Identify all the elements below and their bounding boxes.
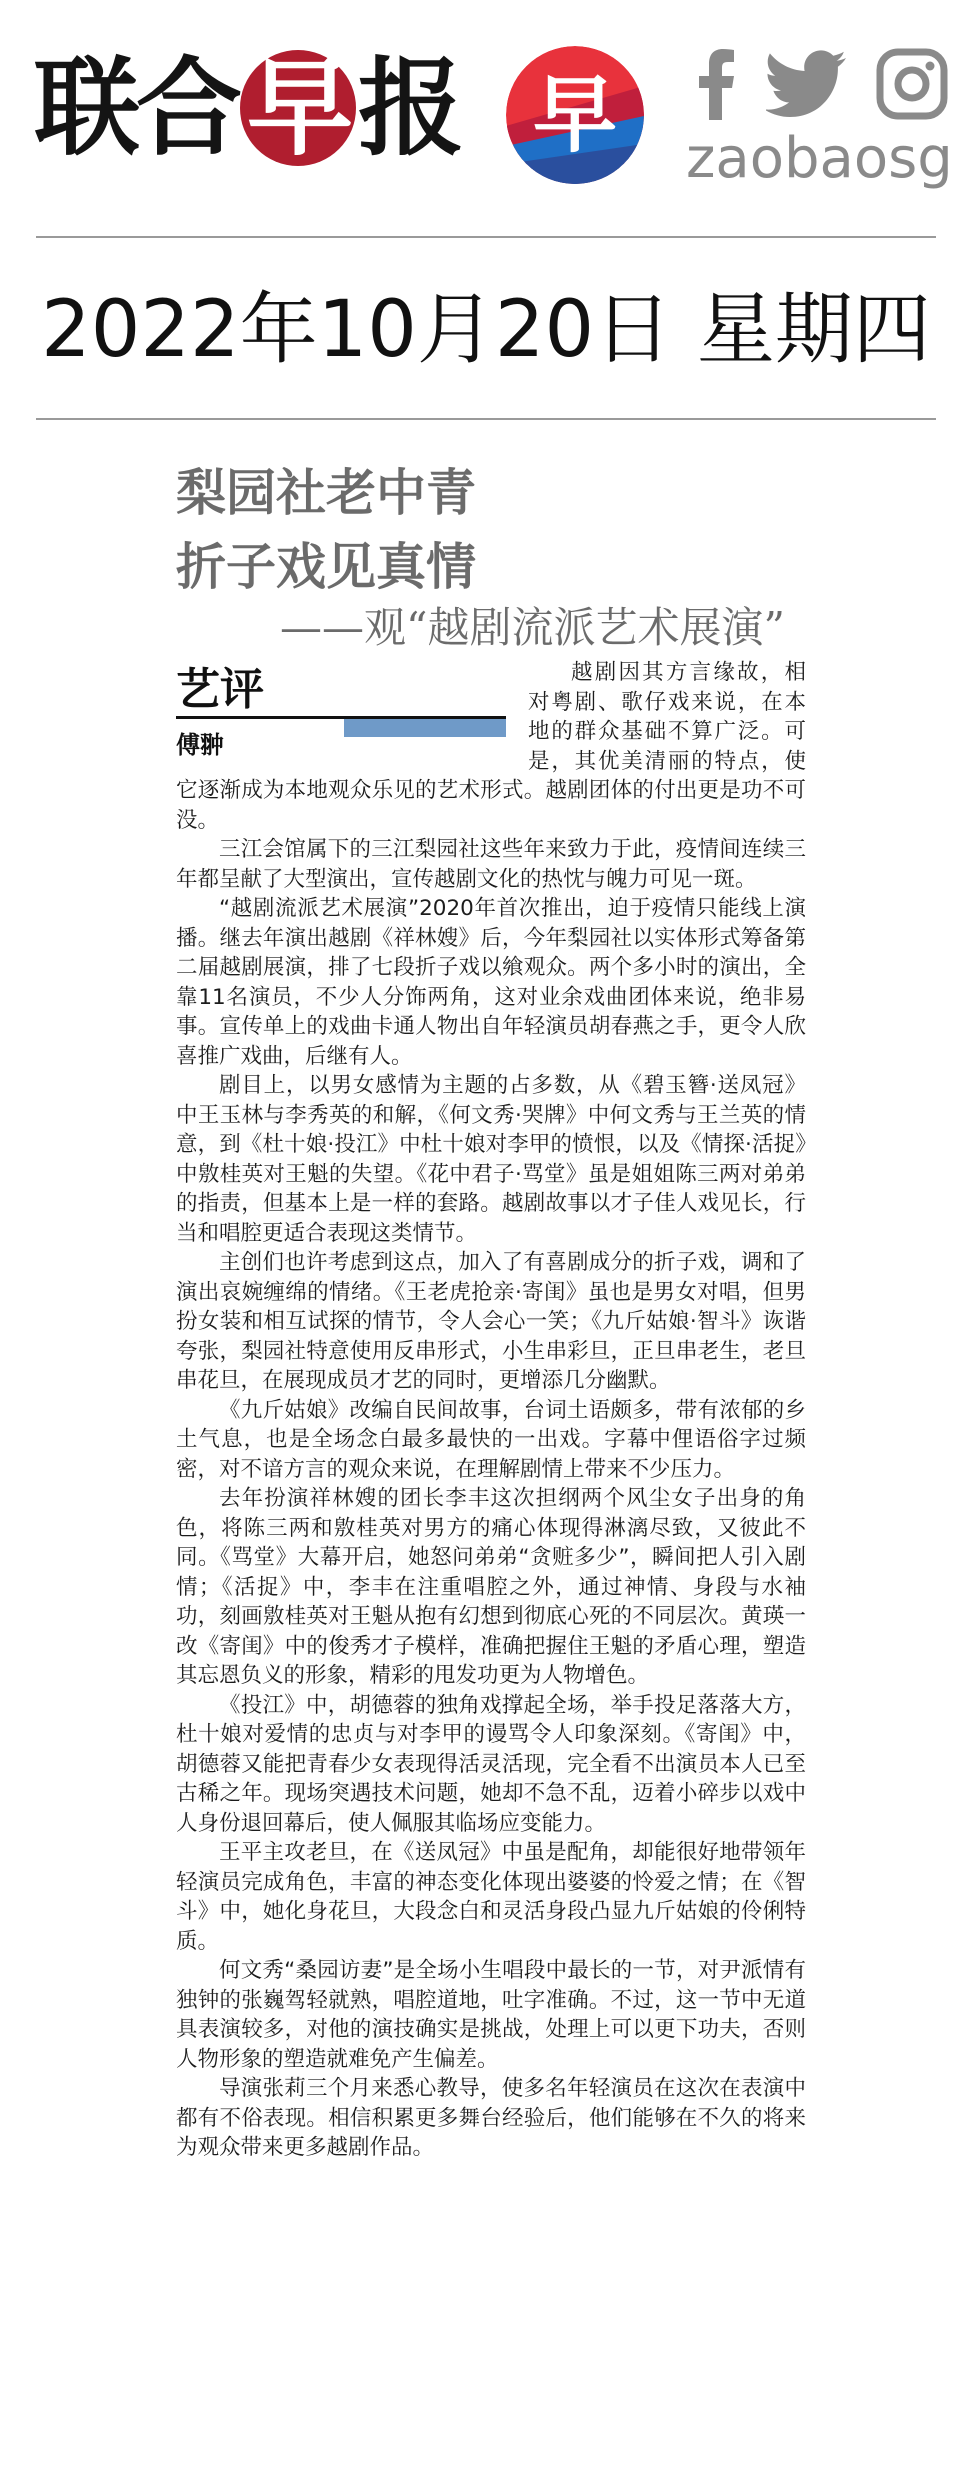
facebook-icon[interactable]: [696, 48, 736, 120]
paragraph: 导演张莉三个月来悉心教导，使多名年轻演员在这次在表演中都有不俗表现。相信积累更多舞台经验后，他们能够在不久的将来为观众带来更多越剧作品。: [176, 2076, 806, 2160]
date-divider: [36, 418, 936, 420]
paragraph: 主创们也许考虑到这点，加入了有喜剧成分的折子戏，调和了演出哀婉缠绵的情绪。《王老虎抢亲·寄闺》虽也是男女对唱，但男扮女装和相互试探的情节，令人会心一笑；《九斤姑娘·智斗》诙谐夸张，梨园社特意使用反串形式，小生串彩旦，正旦串老生，老旦串花旦，在展现成员才艺的同时，更增添几分幽默。: [176, 1250, 806, 1393]
paragraph: 剧目上，以男女感情为主题的占多数，从《碧玉簪·送凤冠》中王玉林与李秀英的和解，《何文秀·哭牌》中何文秀与王兰英的情意，到《杜十娘·投江》中杜十娘对李甲的愤恨，以及《情探·活捉》中敫桂英对王魁的失望。《花中君子·骂堂》虽是姐姐陈三两对弟弟的指责，但基本上是一样的套路。越剧故事以才子佳人戏见长，行当和唱腔更适合表现这类情节。: [176, 1073, 806, 1246]
paragraph: 三江会馆属下的三江梨园社这些年来致力于此，疫情间连续三年都呈献了大型演出，宣传越剧文化的热忱与魄力可见一斑。: [176, 837, 806, 892]
paragraph: 《投江》中，胡德蓉的独角戏撑起全场，举手投足落落大方，杜十娘对爱情的忠贞与对李甲的谩骂令人印象深刻。《寄闺》中，胡德蓉又能把青春少女表现得活灵活现，完全看不出演员本人已至古稀之年。现场突遇技术问题，她却不急不乱，迈着小碎步以戏中人身份退回幕后，使人佩服其临场应变能力。: [176, 1692, 806, 1836]
author-byline: 傅翀: [176, 731, 224, 759]
paragraph: 王平主攻老旦，在《送凤冠》中虽是配角，却能很好地带领年轻演员完成角色，丰富的神态变化体现出婆婆的怜爱之情；在《智斗》中，她化身花旦，大段念白和灵活身段凸显九斤姑娘的伶俐特质。: [176, 1840, 806, 1954]
paragraph: 去年扮演祥林嫂的团长李丰这次担纲两个风尘女子出身的角色，将陈三两和敫桂英对男方的痛心体现得淋漓尽致，又彼此不同。《骂堂》大幕开启，她怒问弟弟“贪赃多少”，瞬间把人引入剧情；《活捉》中，李丰在注重唱腔之外，通过神情、身段与水袖功，刻画敫桂英对王魁从抱有幻想到彻底心死的不同层次。黄瑛一改《寄闺》中的俊秀才子模样，准确把握住王魁的矛盾心理，塑造其忘恩负义的形象，精彩的甩发功更为人物增色。: [176, 1486, 806, 1688]
article-body: [176, 658, 806, 2163]
app-logo-char: 早: [532, 66, 617, 164]
section-label: 艺评: [176, 664, 264, 715]
brand-handle[interactable]: zaobaosg: [686, 126, 953, 191]
app-logo[interactable]: [506, 46, 644, 184]
newspaper-logo[interactable]: [34, 45, 460, 170]
logo-suffix: 报: [358, 45, 460, 170]
article-headline: [176, 456, 796, 604]
masthead: [0, 0, 972, 230]
paragraph: “越剧流派艺术展演”2020年首次推出，迫于疫情只能线上演播。继去年演出越剧《祥林嫂》后，今年梨园社以实体形式筹备第二届越剧展演，排了七段折子戏以飨观众。两个多小时的演出，全靠11名演员，不少人分饰两角，这对业余戏曲团体来说，绝非易事。宣传单上的戏曲卡通人物出自年轻演员胡春燕之手，更令人欣喜推广戏曲，后继有人。: [176, 896, 806, 1069]
article-subhead: ——观“越剧流派艺术展演”: [280, 603, 785, 652]
publication-date: 2022年10月20日 星期四: [41, 285, 931, 375]
logo-prefix: 联合: [34, 45, 238, 170]
logo-disc-char: 早: [247, 45, 349, 170]
headline-line-1: 梨园社老中青: [176, 464, 476, 522]
paragraph: 何文秀“桑园访妻”是全场小生唱段中最长的一节，对尹派情有独钟的张巍驾轻就熟，唱腔道地，吐字准确。不过，这一节中无道具表演较多，对他的演技确实是挑战，处理上可以更下功夫，否则人物形象的塑造就难免产生偏差。: [176, 1958, 806, 2072]
header-float-spacer: [176, 658, 528, 776]
logo-red-disc: [240, 45, 356, 170]
paragraph: 《九斤姑娘》改编自民间故事，台词土语颇多，带有浓郁的乡土气息，也是全场念白最多最快的一出戏。字幕中俚语俗字过频密，对不谙方言的观众来说，在理解剧情上带来不少压力。: [176, 1397, 806, 1482]
top-divider: [36, 236, 936, 238]
paragraph: 越剧因其方言缘故，相对粤剧、歌仔戏来说，在本地的群众基础不算广泛。可是，其优美清丽的特点，使它逐渐成为本地观众乐见的艺术形式。越剧团体的付出更是功不可没。: [176, 660, 806, 833]
instagram-icon[interactable]: [876, 48, 948, 120]
headline-line-2: 折子戏见真情: [176, 538, 476, 596]
twitter-icon[interactable]: [766, 48, 846, 120]
